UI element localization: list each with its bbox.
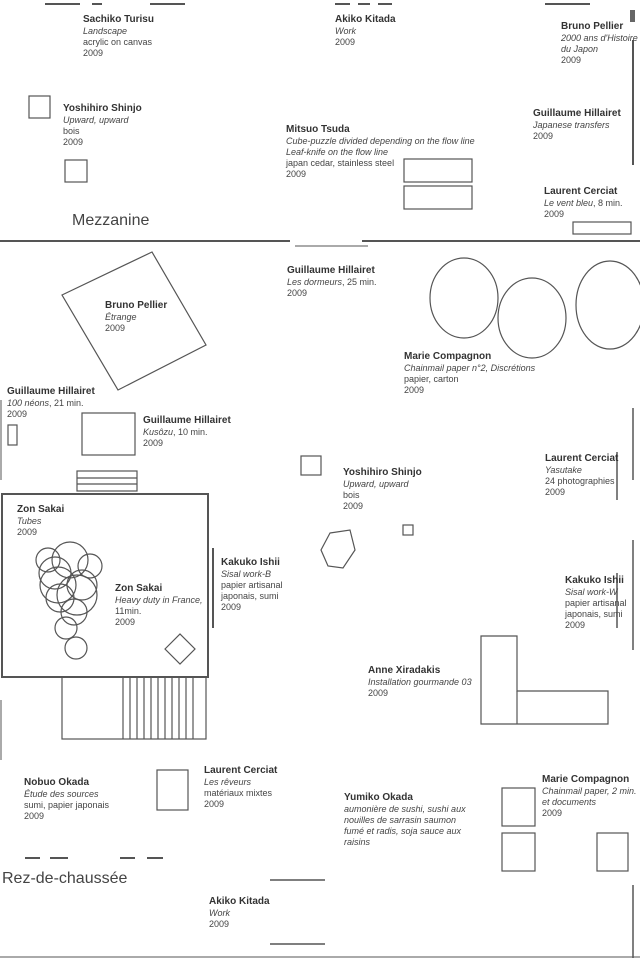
label-hillairet-dormeurs: Guillaume Hillairet Les dormeurs, 25 min. 2009 (287, 265, 377, 298)
label-cerciat-yasutake: Laurent Cerciat Yasutake 24 photographies 2009 (545, 453, 619, 497)
label-compagnon-paper: Marie Compagnon Chainmail paper, 2 min. et documents 2009 (542, 774, 637, 818)
sakai-heavy-square (165, 634, 195, 664)
label-hillairet-neons: Guillaume Hillairet 100 néons, 21 min. 2009 (7, 386, 95, 419)
compagnon-ellipse-1 (430, 258, 498, 338)
tsuda-piece-2 (404, 186, 472, 209)
compagnon-ellipse-3 (576, 261, 640, 349)
stairs-top (77, 471, 137, 491)
shinjo-top-piece-1 (29, 96, 50, 118)
label-cerciat-top: Laurent Cerciat Le vent bleu, 8 min. 2009 (544, 186, 623, 219)
stairs-bottom (62, 677, 206, 739)
label-kitada-top: Akiko Kitada Work 2009 (335, 14, 396, 47)
hillairet-neons-box (8, 425, 17, 445)
label-cerciat-reveurs: Laurent Cerciat Les rêveurs matériaux mixtes 2009 (204, 765, 278, 809)
label-ishii-w: Kakuko Ishii Sisal work-W papier artisanal japonais, sumi 2009 (565, 575, 627, 630)
label-ishii-b: Kakuko Ishii Sisal work-B papier artisanal japonais, sumi 2009 (221, 557, 283, 612)
label-hillairet-kusozu: Guillaume Hillairet Kusôzu, 10 min. 2009 (143, 415, 231, 448)
shinjo-mid-hex (321, 530, 355, 568)
compagnon-paper-box-3 (597, 833, 628, 871)
sakai-tubes-circles (36, 542, 102, 659)
cerciat-top-screen (573, 222, 631, 234)
label-xiradakis: Anne Xiradakis Installation gourmande 03 2009 (368, 665, 472, 698)
label-hillairet-top: Guillaume Hillairet Japanese transfers 2009 (533, 108, 621, 141)
label-sakai-heavy: Zon Sakai Heavy duty in France, 11min. 2009 (115, 583, 203, 627)
floor-label-mezzanine: Mezzanine (72, 212, 150, 229)
label-shinjo-mid: Yoshihiro Shinjo Upward, upward bois 2009 (343, 467, 422, 511)
label-okada-y: Yumiko Okada aumonière de sushi, sushi aux nouilles de sarrasin saumon fumé et radis, soja sauce aux raisins (344, 792, 466, 847)
label-compagnon-chain: Marie Compagnon Chainmail paper n°2, Discrétions papier, carton 2009 (404, 351, 536, 395)
shinjo-mid-small (403, 525, 413, 535)
label-kitada-bottom: Akiko Kitada Work 2009 (209, 896, 270, 929)
label-shinjo-top: Yoshihiro Shinjo Upward, upward bois 2009 (63, 103, 142, 147)
label-okada-n: Nobuo Okada Étude des sources sumi, papier japonais 2009 (24, 777, 110, 821)
shinjo-top-piece-2 (65, 160, 87, 182)
xiradakis-l-shape (481, 636, 608, 724)
stairs-steps (123, 677, 193, 739)
label-tsuda: Mitsuo Tsuda Cube-puzzle divided depending on the flow line Leaf-knife on the flow line japan cedar, stainless steel 2009 (286, 124, 475, 179)
compagnon-paper-box-2 (502, 833, 535, 871)
label-sakai-tubes: Zon Sakai Tubes 2009 (17, 504, 65, 537)
label-pellier-top: Bruno Pellier 2000 ans d'Histoire du Japon 2009 (561, 21, 638, 65)
shinjo-mid-box (301, 456, 321, 475)
cerciat-reveurs-box (157, 770, 188, 810)
label-pellier-etrange: Bruno Pellier Étrange 2009 (105, 300, 168, 333)
label-turisu: Sachiko Turisu Landscape acrylic on canvas 2009 (83, 14, 154, 58)
floor-label-ground: Rez-de-chaussée (2, 870, 128, 887)
compagnon-ellipse-2 (498, 278, 566, 358)
compagnon-paper-box-1 (502, 788, 535, 826)
